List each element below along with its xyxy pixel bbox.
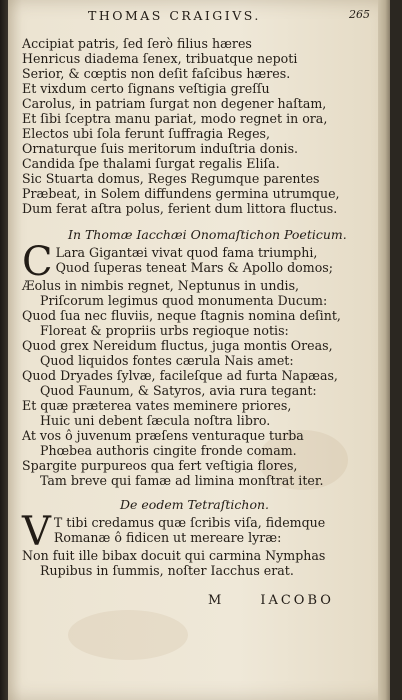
poem-2-title: In Thomæ Iacchæi Onomaſtichon Poeticum. [68,227,347,242]
verse-line: T tibi credamus quæ ſcribis viſa, fidemque [53,515,326,530]
catchword: IACOBO [260,593,334,608]
verse-line: Æolus in nimbis regnet, Neptunus in undis, [22,278,300,293]
signature-mark: M [208,593,225,608]
verse-line: Candida ſpe thalami ſurgat regalis Eliſa. [22,156,280,171]
verse-line: Sic Stuarta domus, Reges Regumque parentes [22,171,320,186]
verse-line: Præbeat, in Solem diffundens germina utrumque, [22,186,340,201]
verse-line: Tam breve qui famæ ad limina monſtrat iter. [40,473,324,488]
verse-line: Priſcorum legimus quod monumenta Ducum: [40,293,328,308]
verse-line: Et quæ præterea vates meminere priores, [22,398,292,413]
running-head: THOMAS CRAIGIVS. [88,8,261,23]
verse-line: Floreat & propriis urbs regioque notis: [40,323,289,338]
verse-line: Et vixdum certo ſignans veſtigia greſſu [22,81,270,96]
book-page [8,0,390,700]
page-number: 265 [349,8,370,21]
poem-3 [22,509,367,578]
verse-line: Serior, & cœptis non deſit faſcibus hæres. [22,66,291,81]
verse-line: At vos ô juvenum præſens venturaque turba [22,428,304,443]
verse-line: Non fuit ille bibax docuit qui carmina Nymphas [22,548,326,563]
verse-line: Romanæ ô fidicen ut mereare lyræ: [53,530,282,545]
verse-line: Quod ſua nec fluviis, neque ſtagnis nomina deſint, [22,308,341,323]
poem-3-title: De eodem Tetraſtichon. [120,497,270,512]
drop-capital: V [22,509,51,555]
verse-line: Rupibus in ſummis, noſter Iacchus erat. [40,563,294,578]
verse-line: Ornaturque ſuis meritorum induſtria donis. [22,141,299,156]
verse-line: Henricus diadema ſenex, tribuatque nepoti [22,51,298,66]
binding-spine [0,0,8,700]
verse-line: Electos ubi ſola ferunt ſuffragia Reges, [22,126,271,141]
paper-stain [68,610,188,660]
verse-line: Phœbea authoris cingite fronde comam. [40,443,297,458]
verse-line: Carolus, in patriam ſurgat non degener haſtam, [22,96,327,111]
verse-line: Accipiat patris, ſed ſerò filius hæres [22,36,252,51]
page-footer [208,593,370,608]
verse-line: Huic uni debent ſæcula noſtra libro. [40,413,271,428]
verse-line: Quod ſuperas teneat Mars & Apollo domos; [55,260,333,275]
verse-line: Quod liquidos fontes cærula Nais amet: [40,353,294,368]
verse-line: Quod grex Nereidum fluctus, juga montis Oreas, [22,338,333,353]
page-header [48,8,378,30]
verse-line: Quod Dryades ſylvæ, facileſque ad furta Napæas, [22,368,338,383]
verse-line: Et ſibi ſceptra manu pariat, modo regnet in ora, [22,111,328,126]
verse-line: Quod Faunum, & Satyros, avia rura tegant: [40,383,317,398]
poem-1 [22,36,367,216]
verse-line: Dum ferat aſtra polus, ferient dum littora fluctus. [22,201,338,216]
verse-line: Spargite purpureos qua fert veſtigia flores, [22,458,298,473]
drop-capital: C [22,239,53,285]
page-edge [378,0,390,700]
poem-2 [22,239,367,488]
verse-line: Lara Gigantæi vivat quod fama triumphi, [55,245,318,260]
